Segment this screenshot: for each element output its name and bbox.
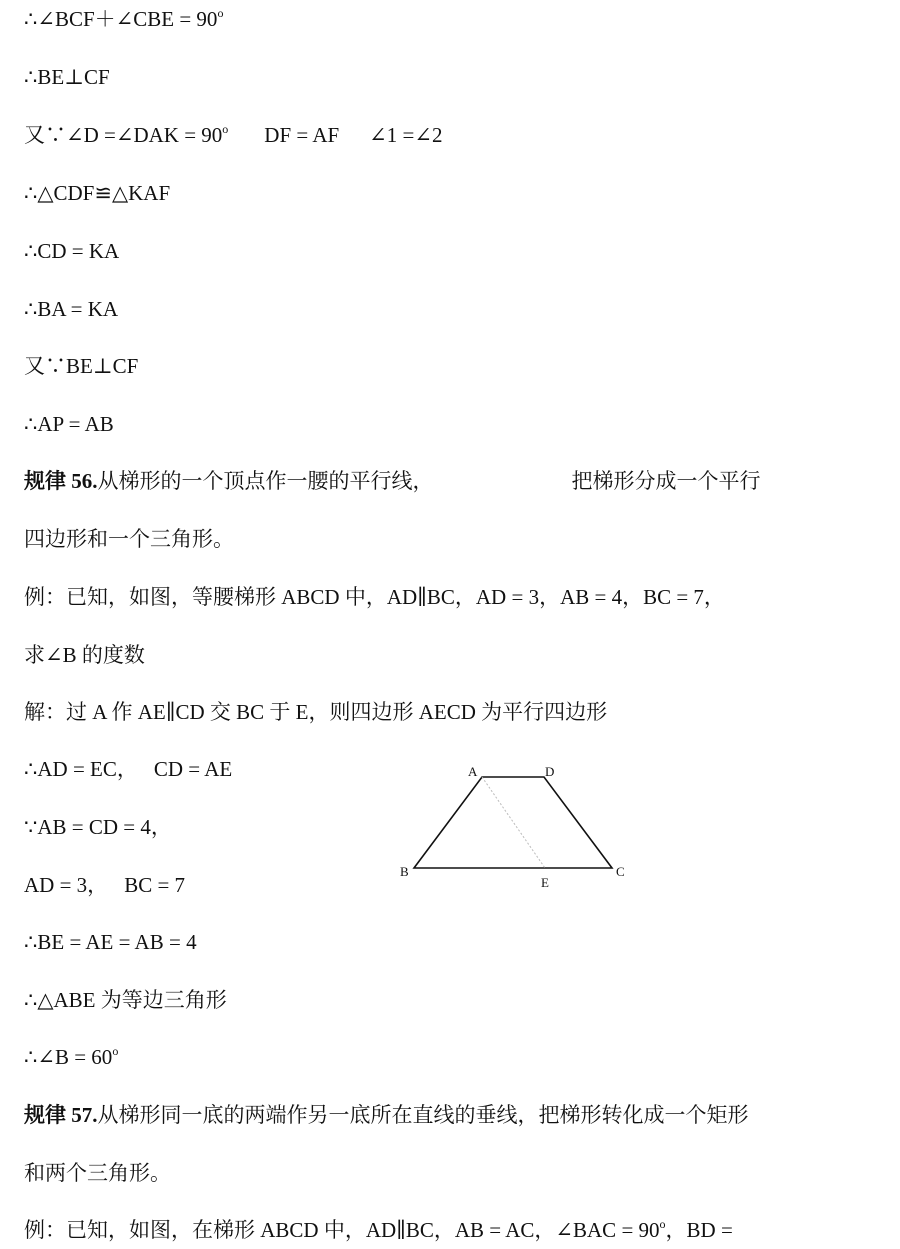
proof-line-3 [24,120,442,150]
rule-56-continuation: 四边形和一个三角形。 [24,527,234,551]
vertex-label-c: C [616,864,625,879]
degree-mark: o [217,6,224,20]
proof-line-3-part-b: DF = AF [264,123,340,147]
proof-line-3-part-a: 又∵∠D =∠DAK = 90 [24,123,223,147]
vertex-label-d: D [545,764,555,779]
rule-57-title: 规律 57. [24,1103,98,1127]
proof-line-1 [24,4,223,34]
proof-line-5: ∴CD = KA [24,239,120,263]
rule-56-heading [24,466,761,496]
solution-step-3 [24,870,185,900]
trapezoid-abcd [414,777,612,868]
vertex-label-a: A [468,764,478,779]
proof-line-1-text: ∴∠BCF＋∠CBE = 90 [24,7,218,31]
solution-56-intro: 解：过 A 作 AE∥CD 交 BC 于 E，则四边形 AECD 为平行四边形 [24,700,608,724]
example-57-tail: ，BD = [665,1218,733,1242]
solution-step-6-text: ∴∠B = 60 [24,1045,113,1069]
rule-57-continuation: 和两个三角形。 [24,1161,171,1185]
point-label-e: E [541,875,549,888]
degree-mark: o [112,1044,119,1058]
solution-step-6 [24,1042,118,1072]
vertex-label-b: B [400,864,409,879]
trapezoid-figure [392,758,632,888]
auxiliary-line-ae [482,777,545,868]
solution-step-1-part-b: CD = AE [153,757,233,781]
rule-57-heading [24,1100,749,1130]
solution-step-5: ∴△ABE 为等边三角形 [24,988,227,1012]
rule-56-text-b: 把梯形分成一个平行 [571,469,761,493]
solution-step-1 [24,754,232,784]
proof-line-7: 又∵BE⊥CF [24,354,139,378]
example-56-question: 求∠B 的度数 [24,643,145,667]
proof-line-6: ∴BA = KA [24,297,119,321]
example-57-text: 例：已知，如图，在梯形 ABCD 中，AD∥BC，AB = AC，∠BAC = 90 [24,1218,660,1242]
solution-step-3-part-a: AD = 3， [24,873,109,897]
rule-56-text-a: 从梯形的一个顶点作一腰的平行线， [97,469,434,493]
degree-mark: o [222,122,229,136]
proof-line-2: ∴BE⊥CF [24,65,110,89]
degree-mark: o [659,1217,666,1231]
example-56-statement: 例：已知，如图，等腰梯形 ABCD 中，AD∥BC，AD = 3，AB = 4，BC = 7， [24,585,725,609]
example-57-statement [24,1215,733,1245]
proof-line-8: ∴AP = AB [24,412,114,436]
solution-step-3-part-b: BC = 7 [124,873,186,897]
rule-57-text-a: 从梯形同一底的两端作另一底所在直线的垂线，把梯形转化成一个矩形 [97,1103,749,1127]
solution-step-2: ∵AB = CD = 4， [24,815,172,839]
proof-line-3-part-c: ∠1 =∠2 [369,123,443,147]
rule-56-title: 规律 56. [24,469,98,493]
proof-line-4: ∴△CDF≌△KAF [24,181,171,205]
solution-step-1-part-a: ∴AD = EC， [24,757,138,781]
solution-step-4: ∴BE = AE = AB = 4 [24,930,197,954]
